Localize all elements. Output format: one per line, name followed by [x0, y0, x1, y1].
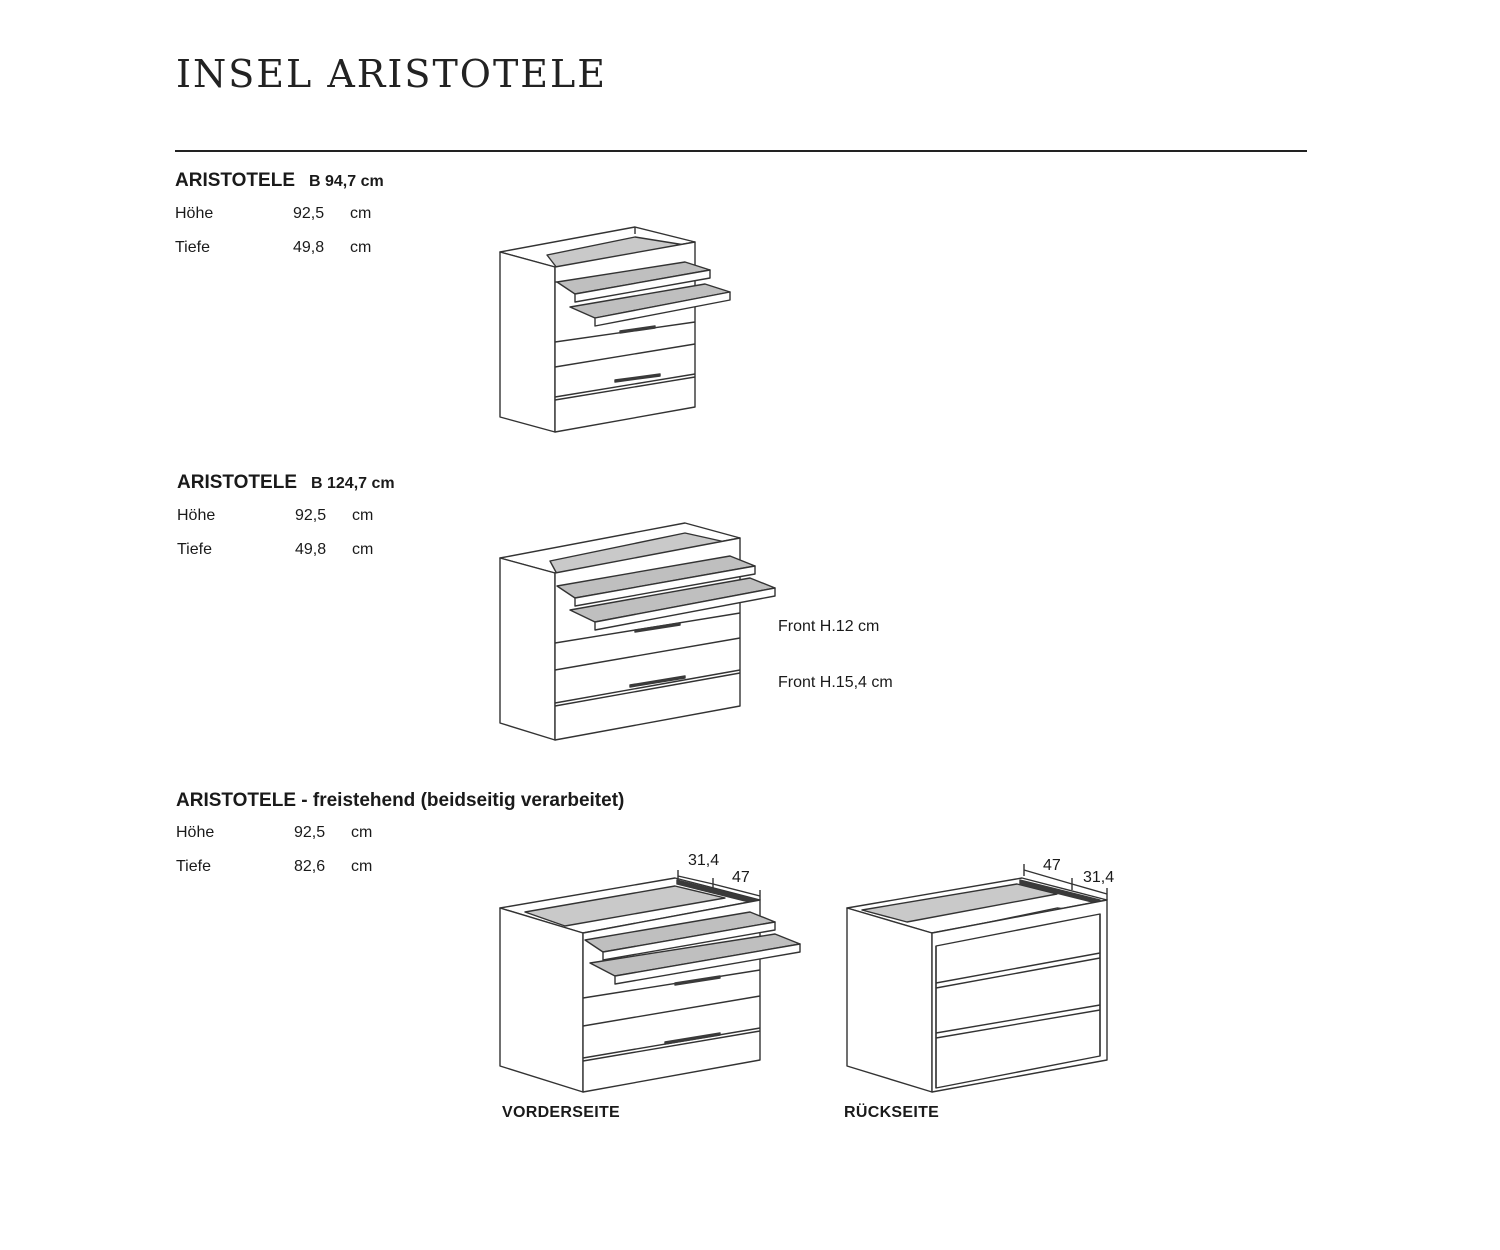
front-view-caption: VORDERSEITE: [502, 1104, 620, 1121]
spec-unit: cm: [350, 205, 372, 222]
section-2-width: B 124,7 cm: [311, 475, 395, 492]
spec-unit: cm: [352, 507, 374, 524]
section-2-name: ARISTOTELE: [177, 472, 297, 493]
front-dim-depth-b: 47: [732, 869, 750, 886]
front-height-note-1: Front H.12 cm: [778, 618, 880, 635]
spec-value: 92,5: [295, 507, 327, 524]
spec-label: Tiefe: [175, 239, 210, 256]
section-1-name: ARISTOTELE: [175, 170, 295, 191]
freestanding-back-drawing: [842, 868, 1115, 1098]
dresser-94-drawing: [495, 222, 740, 440]
spec-label: Tiefe: [176, 858, 211, 875]
spec-value: 92,5: [294, 824, 326, 841]
section-1-width: B 94,7 cm: [309, 173, 384, 190]
front-height-note-2: Front H.15,4 cm: [778, 674, 893, 691]
title-divider: [175, 150, 1307, 152]
back-view-caption: RÜCKSEITE: [844, 1104, 940, 1121]
section-3-heading: ARISTOTELE - freistehend (beidseitig verarbeitet): [176, 790, 625, 811]
spec-value: 49,8: [293, 239, 325, 256]
spec-unit: cm: [350, 239, 372, 256]
spec-label: Höhe: [175, 205, 214, 222]
spec-value: 49,8: [295, 541, 327, 558]
spec-unit: cm: [351, 858, 373, 875]
page-title: INSEL ARISTOTELE: [176, 52, 607, 96]
dresser-124-drawing: [495, 518, 785, 746]
spec-label: Tiefe: [177, 541, 212, 558]
spec-unit: cm: [352, 541, 374, 558]
back-dim-depth-a: 47: [1043, 857, 1061, 874]
spec-value: 82,6: [294, 858, 326, 875]
spec-unit: cm: [351, 824, 373, 841]
freestanding-front-drawing: [495, 868, 805, 1098]
section-2-heading: [177, 472, 395, 494]
front-dim-depth-a: 31,4: [688, 852, 720, 869]
back-dim-depth-b: 31,4: [1083, 869, 1115, 886]
spec-label: Höhe: [176, 824, 215, 841]
section-1-heading: [175, 170, 384, 192]
spec-value: 92,5: [293, 205, 325, 222]
spec-label: Höhe: [177, 507, 216, 524]
